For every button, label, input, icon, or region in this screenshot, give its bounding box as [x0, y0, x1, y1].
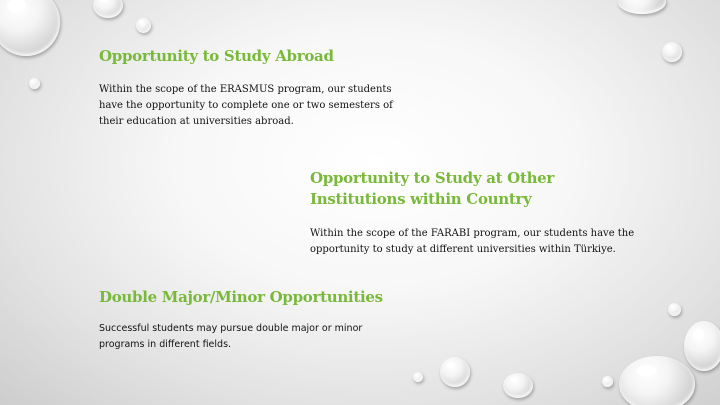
section-body-study-abroad: Within the scope of the ERASMUS program, our students have the opportunity to complete one or two semesters of their education at universities abroad. [99, 84, 393, 127]
section-title-domestic-institutions: Opportunity to Study at Other Institutions within Country [310, 169, 555, 208]
water-drop [662, 42, 682, 62]
water-drop [618, 0, 666, 14]
section-title-double-major-minor: Double Major/Minor Opportunities [99, 288, 383, 306]
water-drop [602, 376, 613, 387]
water-drop [413, 372, 423, 382]
water-drop [29, 78, 40, 89]
water-drop [503, 373, 533, 398]
water-drop [684, 321, 720, 371]
water-drop [619, 356, 695, 405]
water-drop [440, 357, 470, 387]
water-drop [93, 0, 123, 18]
water-drop [668, 303, 681, 316]
water-drop [0, 0, 60, 56]
section-body-domestic-institutions: Within the scope of the FARABI program, our students have the opportunity to study at different universities within Türkiye. [310, 228, 635, 255]
section-body-double-major-minor: Successful students may pursue double major or minor programs in different fields. [99, 323, 363, 350]
section-title-study-abroad: Opportunity to Study Abroad [99, 47, 334, 65]
water-drop [136, 18, 151, 33]
